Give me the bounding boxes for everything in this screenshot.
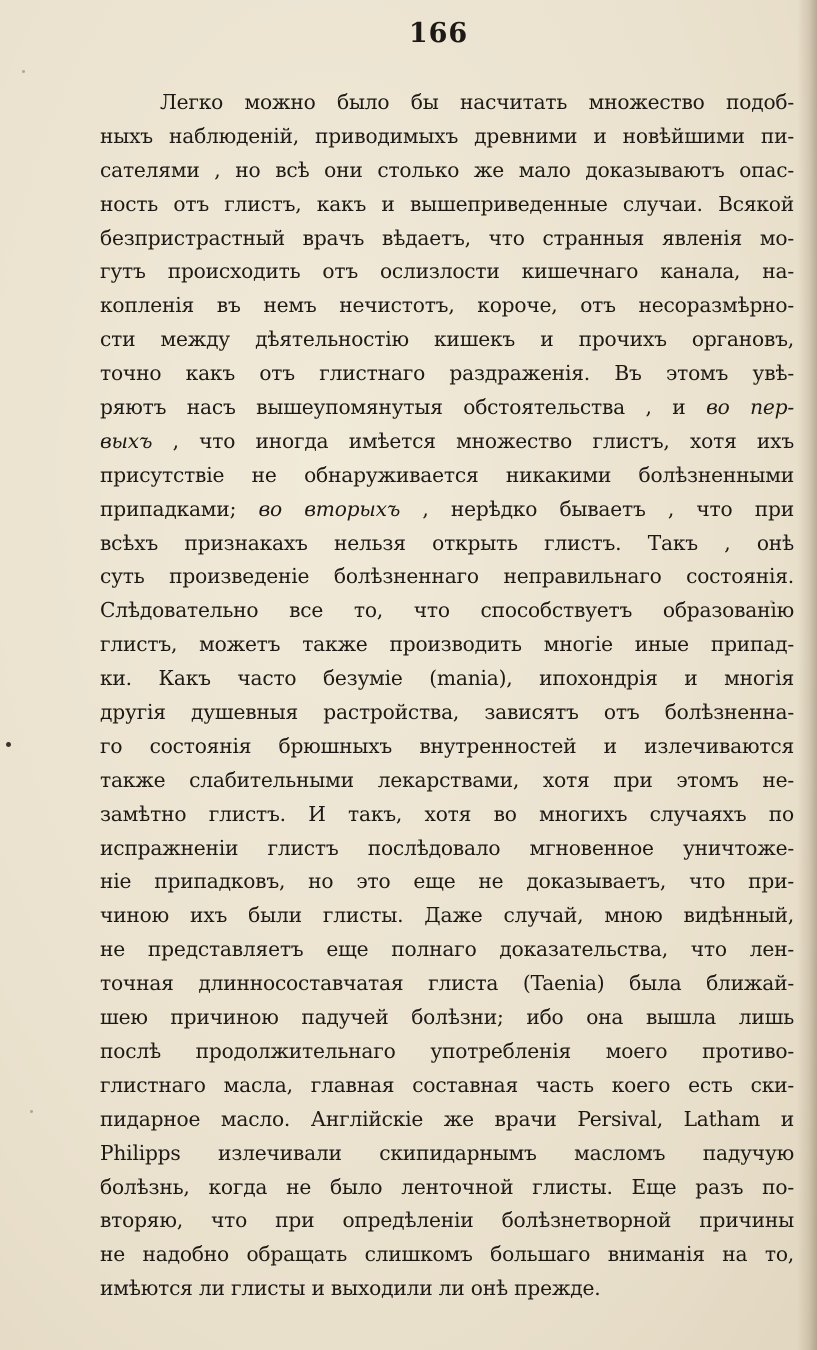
text-line: Легко можно было бы насчитать множество подоб- [160,90,794,114]
text-line: также слабительными лекарствами, хотя при этомъ не- [100,767,794,792]
text-line: глистъ, можетъ также производить многіе иные припад- [100,632,794,657]
text-run: , что иногда имѣется множество глистъ, хотя ихъ [172,428,794,453]
text-run: , нерѣдко бываетъ , что при [422,496,794,521]
text-line: послѣ продолжительнаго употребленія моего противо- [100,1038,794,1063]
text-line: гутъ происходить отъ ослизлости кишечнаго канала, на- [100,259,794,284]
text-line: замѣтно глистъ. И такъ, хотя во многихъ случаяхъ по [100,801,794,826]
margin-mark [6,742,11,747]
page-number: 166 [408,18,469,49]
text-line: испражненіи глистъ послѣдовало мгновенное уничтоже- [100,835,794,860]
text-line: безпристрастный врачъ вѣдаетъ, что странныя явленія мо- [100,225,794,250]
page-edge-shadow [797,0,817,1350]
text-line: ки. Какъ часто безуміе (mania), ипохондрія и многія [100,666,794,691]
text-line: Philipps излечивали скипидарнымъ масломъ падучую [100,1140,794,1165]
text-line: всѣхъ признакахъ нельзя открыть глистъ. Такъ , онѣ [100,530,794,555]
text-line: не представляетъ еще полнаго доказательства, что лен- [100,937,794,962]
text-line: сателями , но всѣ они столько же мало доказываютъ опас- [100,157,794,182]
text-line: Слѣдовательно все то, что способствуетъ образованію [100,598,794,623]
text-line: чиною ихъ были глисты. Даже случай, мною видѣнный, [100,903,794,928]
text-line: глистнаго масла, главная составная часть коего есть ски- [100,1072,794,1097]
text-line: точная длинносоставчатая глиста (Taenia) была ближай- [100,971,794,996]
italic-run: выхъ [100,428,153,453]
paper-speck [30,1110,33,1113]
text-line [100,493,794,527]
text-line [100,425,794,459]
italic-run: во пер- [706,395,794,420]
text-line: точно какъ отъ глистнаго раздраженія. Въ этомъ увѣ- [100,361,794,386]
text-line: ніе припадковъ, но это еще не доказываетъ, что при- [100,869,794,894]
text-line: другія душевныя растройства, зависятъ отъ болѣзненна- [100,700,794,725]
text-line: не надобно обращать слишкомъ большаго вниманія на то, [100,1242,794,1267]
text-line: вторяю, что при опредѣленіи болѣзнетворной причины [100,1208,794,1233]
text-line: го состоянія брюшныхъ внутренностей и излечиваются [100,733,794,758]
text-line: ность отъ глистъ, какъ и вышеприведенные случаи. Всякой [100,191,794,216]
paper-speck [22,70,25,73]
text-line: суть произведеніе болѣзненнаго неправильнаго состоянія. [100,564,794,589]
text-line [100,391,794,425]
text-line: копленія въ немъ нечистотъ, короче, отъ несоразмѣрно- [100,293,794,318]
italic-run: во вторыхъ [258,496,401,521]
text-line: ныхъ наблюденій, приводимыхъ древними и новѣйшими пи- [100,123,794,148]
text-line: сти между дѣятельностію кишекъ и прочихъ органовъ, [100,327,794,352]
text-line: шею причиною падучей болѣзни; ибо она вышла лишь [100,1005,794,1030]
text-line: пидарное масло. Англійскіе же врачи Persival, Latham и [100,1106,794,1131]
text-line: присутствіе не обнаруживается никакими болѣзненными [100,462,794,487]
text-run: ряютъ насъ вышеупомянутыя обстоятельства , и [100,395,686,420]
body-text [100,86,794,1306]
text-run: припадками; [100,496,237,521]
text-line: имѣются ли глисты и выходили ли онѣ прежде. [100,1276,601,1301]
text-line: болѣзнь, когда не было ленточной глисты. Еще разъ по- [100,1174,794,1199]
